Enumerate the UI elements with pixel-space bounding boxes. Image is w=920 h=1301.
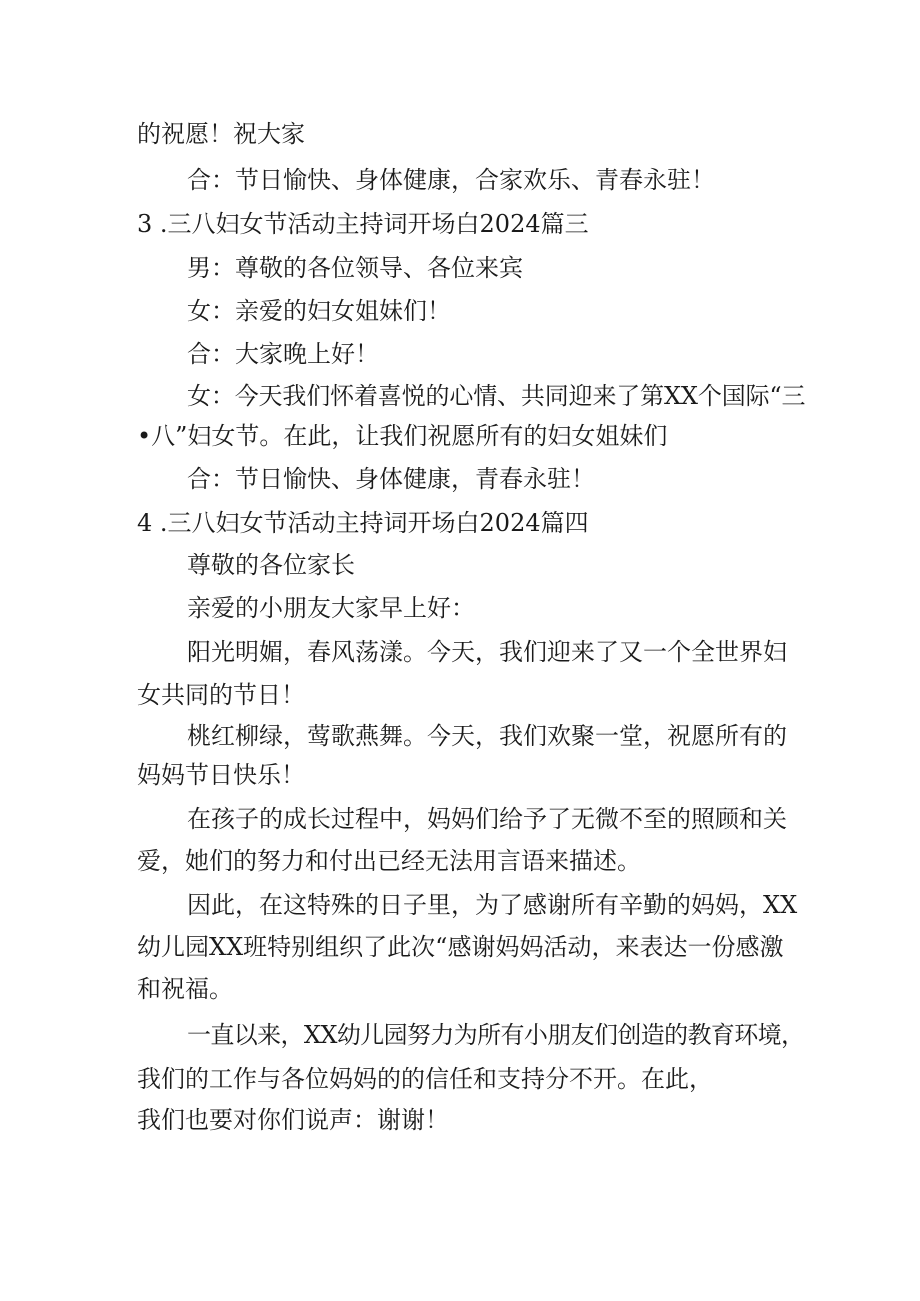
text-line: 我们也要对你们说声：谢谢！ bbox=[137, 1106, 449, 1134]
text-line: 女：今天我们怀着喜悦的心情、共同迎来了第XX个国际“三 bbox=[187, 382, 806, 410]
text-line: 幼儿园XX班特别组织了此次“感谢妈妈活动，来表达一份感激 bbox=[137, 933, 784, 961]
text-line: 一直以来，XX幼儿园努力为所有小朋友们创造的教育环境， bbox=[187, 1021, 805, 1049]
text-line: 爱，她们的努力和付出已经无法用言语来描述。 bbox=[137, 847, 641, 875]
text-line: 尊敬的各位家长 bbox=[187, 551, 355, 579]
text-line: 合：节日愉快、身体健康，合家欢乐、青春永驻！ bbox=[187, 166, 715, 194]
text-line: 桃红柳绿，莺歌燕舞。今天，我们欢聚一堂，祝愿所有的 bbox=[187, 722, 787, 750]
text-line: 合：大家晚上好！ bbox=[187, 340, 379, 368]
text-line: 因此，在这特殊的日子里，为了感谢所有辛勤的妈妈，XX bbox=[187, 891, 798, 919]
text-line: 妈妈节日快乐！ bbox=[137, 761, 305, 789]
text-line: 和祝福。 bbox=[137, 975, 233, 1003]
text-line: 男：尊敬的各位领导、各位来宾 bbox=[187, 254, 523, 282]
text-line: 我们的工作与各位妈妈的的信任和支持分不开。在此， bbox=[137, 1065, 713, 1093]
text-line: 合：节日愉快、身体健康，青春永驻！ bbox=[187, 465, 595, 493]
section-heading: 4 .三八妇女节活动主持词开场白2024篇四 bbox=[137, 509, 589, 537]
text-line: 女：亲爱的妇女姐妹们！ bbox=[187, 297, 451, 325]
text-line: 阳光明媚，春风荡漾。今天，我们迎来了又一个全世界妇 bbox=[187, 638, 787, 666]
text-line: 的祝愿！祝大家 bbox=[137, 120, 305, 148]
text-line: 在孩子的成长过程中，妈妈们给予了无微不至的照顾和关 bbox=[187, 805, 787, 833]
text-line: •八”妇女节。在此，让我们祝愿所有的妇女姐妹们 bbox=[137, 422, 668, 450]
text-line: 亲爱的小朋友大家早上好： bbox=[187, 594, 475, 622]
text-line: 女共同的节日！ bbox=[137, 681, 305, 709]
section-heading: 3 .三八妇女节活动主持词开场白2024篇三 bbox=[137, 210, 589, 238]
